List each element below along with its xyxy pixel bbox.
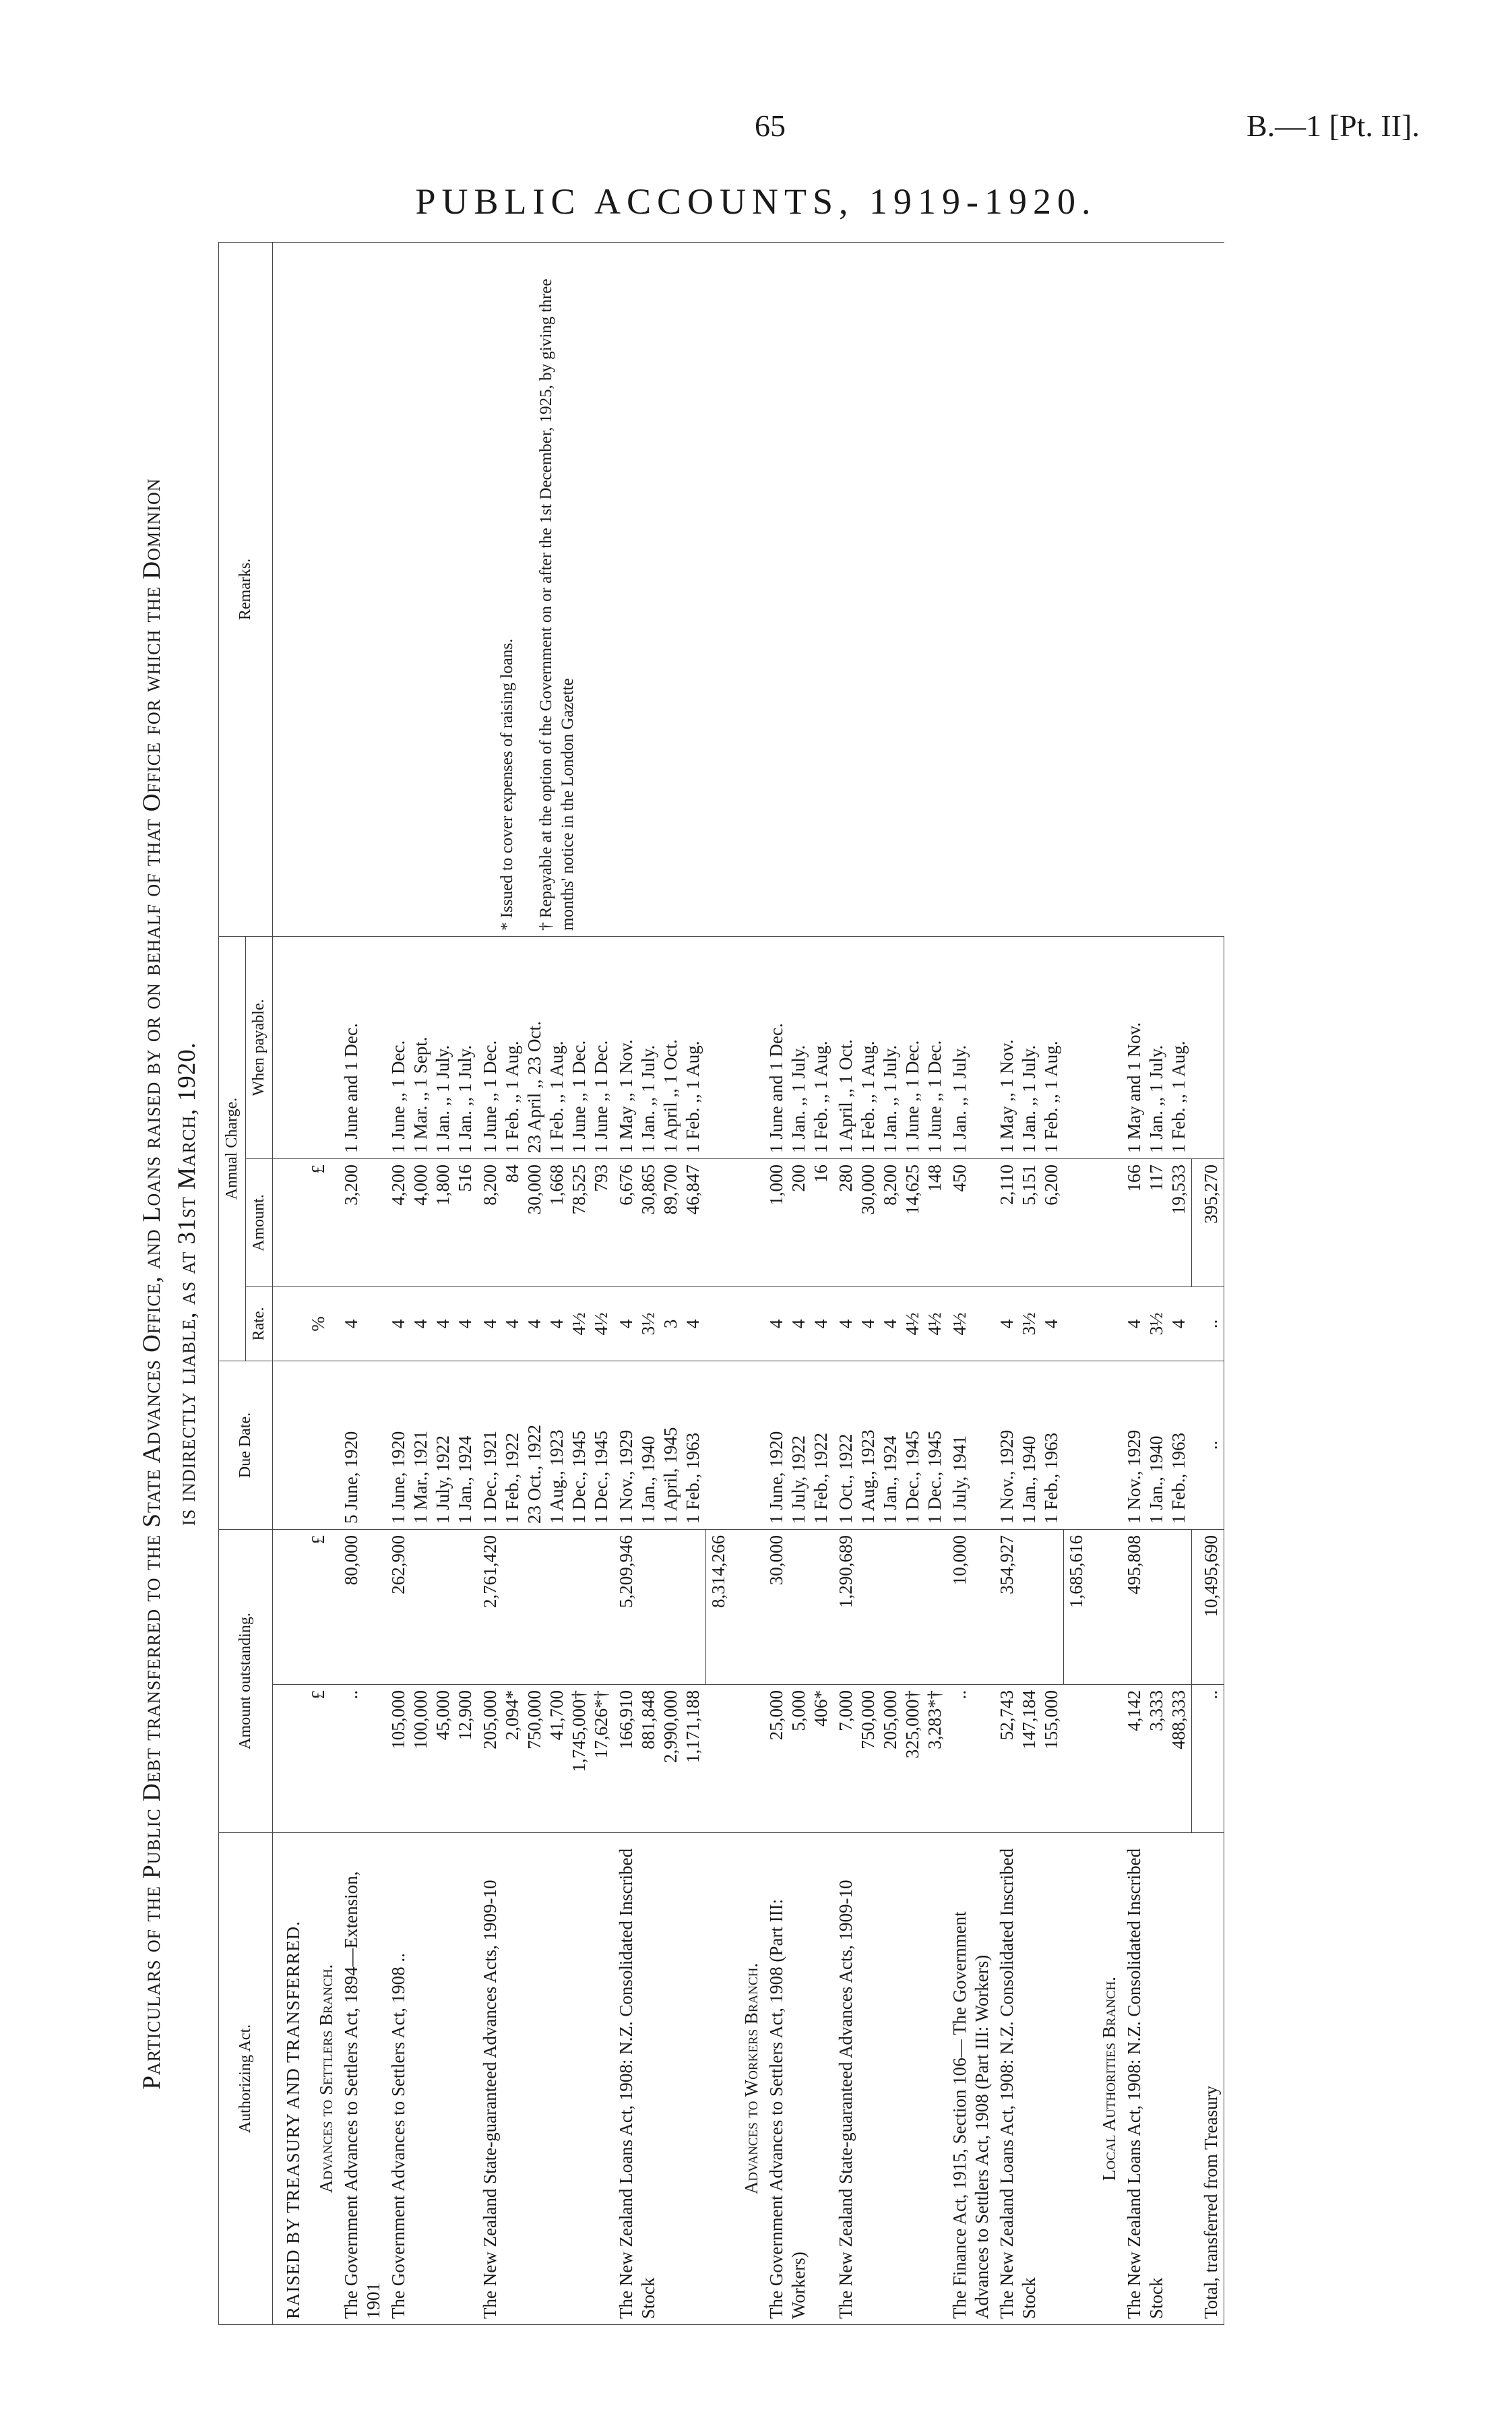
- group-total: 354,927: [995, 1529, 1064, 1684]
- item-amounts: ..: [339, 1685, 386, 1833]
- item-amounts: 205,000 2,094* 750,000 41,700 1,745,000† 17,626*†: [478, 1685, 614, 1833]
- due-dates: 1 Dec., 1921 1 Feb., 1922 23 Oct., 1922 1 Aug., 1923 1 Dec., 1945 1 Dec., 1945: [478, 1361, 614, 1529]
- charges: 6,676 30,865 89,700 46,847: [614, 1158, 705, 1286]
- table-title-line-2: is indirectly liable, as at 31st March, 1920.: [173, 1042, 201, 1526]
- total-annual-charge: 395,270: [1192, 1158, 1224, 1286]
- item-amounts: 25,000 5,000 406*: [764, 1685, 833, 1833]
- payable-dates: 1 May ,, 1 Nov. 1 Jan. ,, 1 July. 1 Feb. ,, 1 Aug.: [995, 936, 1064, 1158]
- total-due: ..: [1192, 1361, 1224, 1529]
- group-total: 1,290,689: [833, 1529, 947, 1684]
- rates: 4 4 4: [764, 1286, 833, 1361]
- settlers-subtotal: 8,314,266: [705, 1529, 731, 1684]
- rates: 4: [339, 1286, 386, 1361]
- charges: 166 117 19,533: [1122, 1158, 1192, 1286]
- payable-dates: 1 June and 1 Dec. 1 Jan. ,, 1 July. 1 Feb. ,, 1 Aug.: [764, 936, 833, 1158]
- group-total: 80,000: [339, 1529, 386, 1684]
- act-name: The Government Advances to Settlers Act, 1908 ..: [386, 1833, 478, 2325]
- act-name: The New Zealand Loans Act, 1908: N.Z. Consolidated Inscribed Stock: [614, 1833, 705, 2325]
- payable-dates: 1 May and 1 Nov. 1 Jan. ,, 1 July. 1 Feb. ,, 1 Aug.: [1122, 936, 1192, 1158]
- act-name: The Government Advances to Settlers Act, 1908 (Part III: Workers): [764, 1833, 833, 2325]
- col-amount-outstanding: Amount outstanding.: [219, 1529, 273, 1832]
- item-amounts: 105,000 100,000 45,000 12,900: [386, 1685, 478, 1833]
- branch-settlers: Advances to Settlers Branch.: [306, 1833, 339, 2325]
- rates: 4 4 4 4: [386, 1286, 478, 1361]
- payable-dates: 1 June and 1 Dec.: [339, 936, 386, 1158]
- due-dates: 1 July, 1941: [947, 1361, 995, 1529]
- item-amounts: 7,000 750,000 205,000 325,000† 3,283*†: [833, 1685, 947, 1833]
- payable-dates: 1 June ,, 1 Dec. 1 Feb. ,, 1 Aug. 23 April ,, 23 Oct. 1 Feb. ,, 1 Aug. 1 June ,, 1 Dec. 1 June ,, 1 Dec.: [478, 936, 614, 1158]
- group-total: 495,808: [1122, 1529, 1192, 1684]
- rates: 4 4 4 4 4½ 4½: [478, 1286, 614, 1361]
- public-debt-table: [218, 242, 1224, 2325]
- act-name: The Government Advances to Settlers Act, 1894—Extension, 1901: [339, 1833, 386, 2325]
- unit-pound: £: [306, 1685, 339, 1833]
- charges: 3,200: [339, 1158, 386, 1286]
- due-dates: 1 Nov., 1929 1 Jan., 1940 1 Feb., 1963: [995, 1361, 1064, 1529]
- branch-workers: Advances to Workers Branch.: [731, 1833, 764, 2325]
- act-name: The New Zealand Loans Act, 1908: N.Z. Consolidated Inscribed Stock: [1122, 1833, 1192, 2325]
- page-number: 65: [755, 108, 786, 143]
- due-dates: 1 Nov., 1929 1 Jan., 1940 1 Feb., 1963: [1122, 1361, 1192, 1529]
- grand-total: 10,495,690: [1192, 1529, 1224, 1684]
- remark-expenses-note: * Issued to cover expenses of raising loans.: [498, 638, 516, 931]
- table-title-line-1: Particulars of the Public Debt transferred to the State Advances Office, and Loans raised by or on behalf of that Office for which the Dominion: [138, 478, 166, 2090]
- running-title: PUBLIC ACCOUNTS, 1919-1920.: [415, 181, 1097, 222]
- total-rate: ..: [1192, 1286, 1224, 1361]
- due-dates: 1 Oct., 1922 1 Aug., 1923 1 Jan., 1924 1 Dec., 1945 1 Dec., 1945: [833, 1361, 947, 1529]
- payable-dates: 1 Jan. ,, 1 July.: [947, 936, 995, 1158]
- col-rate: Rate.: [246, 1286, 273, 1361]
- col-amount: Amount.: [246, 1158, 273, 1286]
- due-dates: 1 June, 1920 1 Mar., 1921 1 July, 1922 1 Jan., 1924: [386, 1361, 478, 1529]
- charges: 1,000 200 16: [764, 1158, 833, 1286]
- item-amounts: 52,743 147,184 155,000: [995, 1685, 1064, 1833]
- rates: 4 4 4 4½ 4½: [833, 1286, 947, 1361]
- act-name: The New Zealand State-guaranteed Advances Acts, 1909-10: [833, 1833, 947, 2325]
- due-dates: 1 June, 1920 1 July, 1922 1 Feb., 1922: [764, 1361, 833, 1529]
- col-when-payable: When payable.: [246, 936, 273, 1158]
- page-reference: B.—1 [Pt. II].: [1247, 108, 1420, 143]
- group-total: 30,000: [764, 1529, 833, 1684]
- unit-percent: %: [306, 1286, 339, 1361]
- rates: 4½: [947, 1286, 995, 1361]
- payable-dates: 1 May ,, 1 Nov. 1 Jan. ,, 1 July. 1 April ,, 1 Oct. 1 Feb. ,, 1 Aug.: [614, 936, 705, 1158]
- act-name: The New Zealand Loans Act, 1908: N.Z. Consolidated Inscribed Stock: [995, 1833, 1064, 2325]
- col-due-date: Due Date.: [219, 1361, 273, 1529]
- remark-repayable-note: † Repayable at the option of the Government on or after the 1st December, 1925, by giving three months' notice in the London Gazette: [537, 278, 577, 931]
- act-name: The New Zealand State-guaranteed Advances Acts, 1909-10: [478, 1833, 614, 2325]
- item-amounts: 166,910 881,848 2,990,000 1,171,188: [614, 1685, 705, 1833]
- rotated-table-block: [135, 243, 1361, 2325]
- unit-pound: £: [306, 1529, 339, 1684]
- group-total: 10,000: [947, 1529, 995, 1684]
- charges: 450: [947, 1158, 995, 1286]
- due-dates: 1 Nov., 1929 1 Jan., 1940 1 April, 1945 1 Feb., 1963: [614, 1361, 705, 1529]
- total-items: ..: [1192, 1685, 1224, 1833]
- act-name: The Finance Act, 1915, Section 106— The Government Advances to Settlers Act, 1908 (Part III: Workers): [947, 1833, 995, 2325]
- due-dates: 5 June, 1920: [339, 1361, 386, 1529]
- item-amounts: 4,142 3,333 488,333: [1122, 1685, 1192, 1833]
- group-total: 262,900: [386, 1529, 478, 1684]
- col-authorizing-act: Authorizing Act.: [219, 1833, 273, 2325]
- total-label: Total, transferred from Treasury: [1192, 1833, 1224, 2325]
- branch-local-authorities: Local Authorities Branch.: [1089, 1833, 1122, 2325]
- unit-pound: £: [306, 1158, 339, 1286]
- section-heading: RAISED BY TREASURY AND TRANSFERRED.: [273, 1833, 307, 2325]
- payable-dates: 1 June ,, 1 Dec. 1 Mar. ,, 1 Sept. 1 Jan. ,, 1 July. 1 Jan. ,, 1 July.: [386, 936, 478, 1158]
- payable-dates: 1 April ,, 1 Oct. 1 Feb. ,, 1 Aug. 1 Jan. ,, 1 July. 1 June ,, 1 Dec. 1 June ,, 1 Dec.: [833, 936, 947, 1158]
- group-total: 5,209,946: [614, 1529, 705, 1684]
- charges: 2,110 5,151 6,200: [995, 1158, 1064, 1286]
- rates: 4 3½ 4: [1122, 1286, 1192, 1361]
- item-amounts: ..: [947, 1685, 995, 1833]
- rates: 4 3½ 4: [995, 1286, 1064, 1361]
- col-annual-charge: Annual Charge.: [219, 936, 246, 1361]
- charges: 280 30,000 8,200 14,625 148: [833, 1158, 947, 1286]
- workers-subtotal: 1,685,616: [1064, 1529, 1090, 1684]
- rates: 4 3½ 3 4: [614, 1286, 705, 1361]
- col-remarks: Remarks.: [219, 242, 273, 936]
- charges: 4,200 4,000 1,800 516: [386, 1158, 478, 1286]
- group-total: 2,761,420: [478, 1529, 614, 1684]
- charges: 8,200 84 30,000 1,668 78,525 793: [478, 1158, 614, 1286]
